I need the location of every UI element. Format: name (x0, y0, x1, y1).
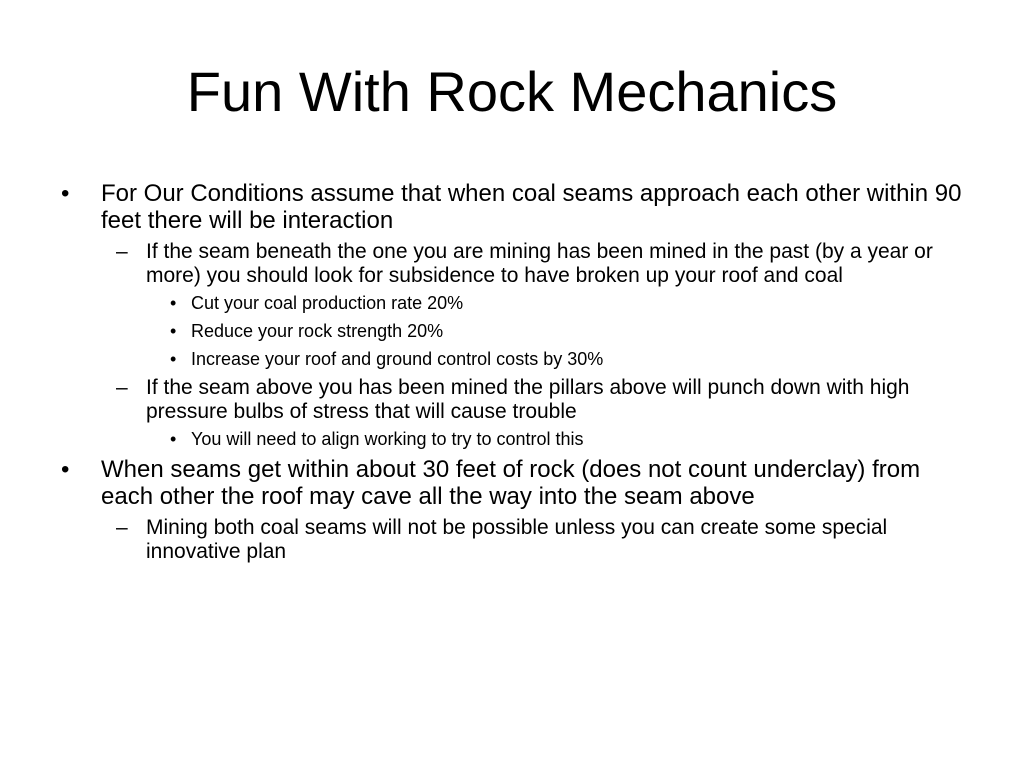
bullet-level3 (58, 428, 978, 450)
bullet-level2 (58, 240, 978, 288)
bullet-marker: • (61, 180, 70, 207)
bullet-text: You will need to align working to try to control this (191, 429, 584, 449)
bullet-marker: • (61, 456, 70, 483)
bullet-marker: • (170, 293, 177, 313)
bullet-marker: • (170, 429, 177, 449)
bullet-text: If the seam above you has been mined the pillars above will punch down with high pressure bulbs of stress that will cause trouble (146, 376, 910, 423)
bullet-text: Cut your coal production rate 20% (191, 293, 464, 313)
bullet-level1 (58, 456, 978, 510)
dash-marker: – (116, 240, 128, 263)
bullet-level3 (58, 320, 978, 342)
slide-title: Fun With Rock Mechanics (186, 60, 838, 123)
bullet-marker: • (170, 349, 177, 369)
bullet-text: For Our Conditions assume that when coal seams approach each other within 90 feet there will be interaction (101, 180, 962, 234)
bullet-text: If the seam beneath the one you are mining has been mined in the past (by a year or more) you should look for subsidence to have broken up your roof and coal (146, 240, 933, 287)
bullet-text: Mining both coal seams will not be possible unless you can create some special innovative plan (146, 516, 888, 563)
bullet-level2 (58, 516, 978, 564)
slide-body (58, 180, 978, 568)
bullet-level2 (58, 376, 978, 424)
bullet-level3 (58, 292, 978, 314)
bullet-level1 (58, 180, 978, 234)
bullet-text: Increase your roof and ground control costs by 30% (191, 349, 604, 369)
bullet-level3 (58, 348, 978, 370)
bullet-text: When seams get within about 30 feet of rock (does not count underclay) from each other the roof may cave all the way into the seam above (101, 456, 921, 510)
dash-marker: – (116, 376, 128, 399)
bullet-marker: • (170, 321, 177, 341)
dash-marker: – (116, 516, 128, 539)
bullet-text: Reduce your rock strength 20% (191, 321, 444, 341)
